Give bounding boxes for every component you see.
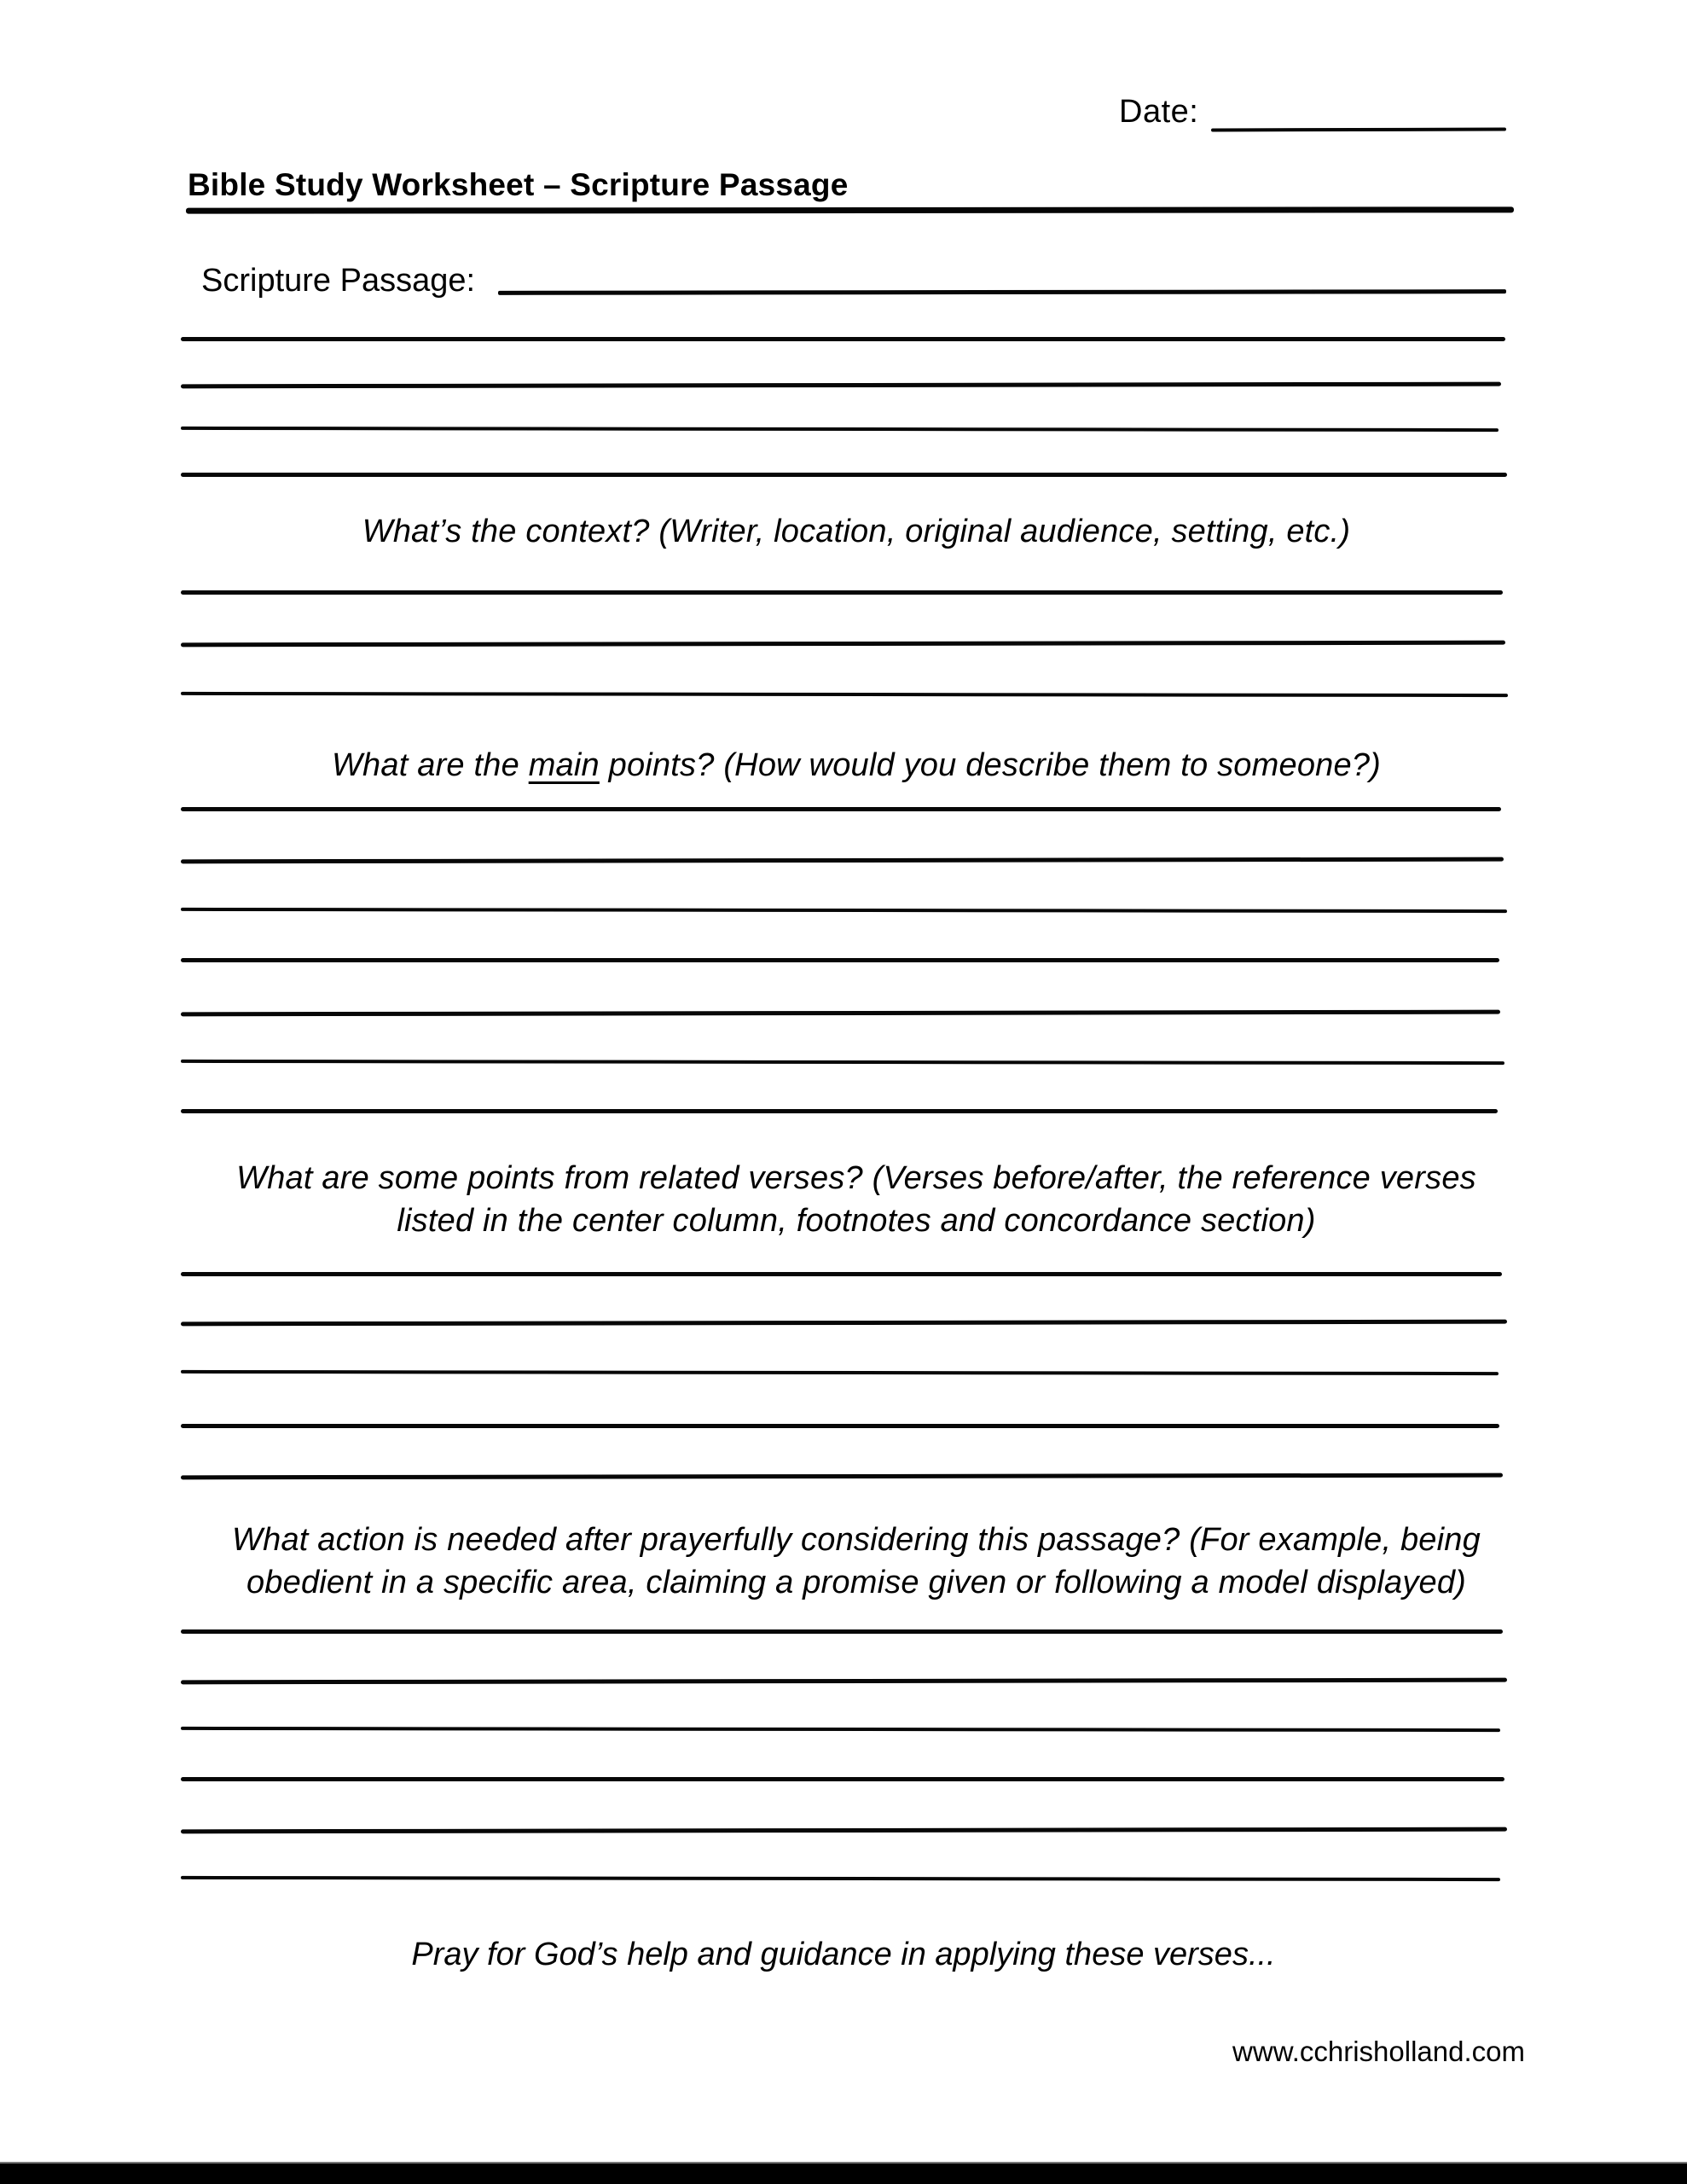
related-verses-heading-line1: What are some points from related verses? (Verses before/after, the reference verses	[236, 1160, 1476, 1196]
ruled-line	[181, 473, 1507, 477]
ruled-line	[181, 1320, 1507, 1327]
ruled-line	[181, 1678, 1507, 1685]
related-verses-heading-line2: listed in the center column, footnotes and concordance section)	[397, 1203, 1316, 1239]
ruled-line	[181, 382, 1501, 389]
ruled-line	[181, 1272, 1502, 1276]
ruled-line	[181, 1010, 1500, 1017]
ruled-line	[181, 1060, 1504, 1065]
ruled-line	[181, 427, 1499, 432]
ruled-line	[181, 1777, 1504, 1781]
title-rule	[186, 206, 1514, 213]
ruled-line	[181, 1370, 1499, 1375]
ruled-line	[181, 1827, 1507, 1834]
ruled-line	[181, 908, 1507, 913]
context-heading-text: What’s the context? (Writer, location, original audience, setting, etc.)	[362, 514, 1351, 549]
ruled-line	[181, 1424, 1499, 1428]
related-verses-section-heading	[26, 1157, 1687, 1242]
ruled-line	[181, 641, 1505, 648]
main-points-section-heading	[26, 744, 1687, 787]
ruled-line	[181, 1629, 1503, 1634]
scripture-passage-label: Scripture Passage:	[201, 263, 476, 299]
action-heading-line2: obedient in a specific area, claiming a promise given or following a model displayed)	[246, 1565, 1467, 1600]
footer-prayer-note: Pray for God’s help and guidance in applying these verses...	[411, 1937, 1276, 1972]
main-points-heading-prefix: What are the	[331, 747, 529, 783]
ruled-line	[181, 1109, 1498, 1113]
ruled-line	[181, 1473, 1503, 1480]
action-section-heading	[26, 1519, 1687, 1604]
date-blank-line	[1211, 128, 1506, 132]
ruled-line	[181, 1727, 1500, 1732]
main-points-heading-underlined-word: main	[528, 747, 600, 783]
ruled-line	[181, 958, 1499, 962]
ruled-line	[181, 590, 1503, 595]
main-points-heading-suffix: points? (How would you describe them to someone?)	[599, 747, 1382, 783]
ruled-line	[181, 337, 1505, 341]
website-url: www.cchrisholland.com	[1232, 2036, 1525, 2067]
action-heading-line1: What action is needed after prayerfully considering this passage? (For example, being	[232, 1522, 1481, 1558]
ruled-line	[181, 807, 1501, 811]
scan-bottom-bar	[0, 2162, 1687, 2184]
page-title: Bible Study Worksheet – Scripture Passage	[188, 167, 849, 202]
ruled-line	[181, 692, 1508, 697]
ruled-line	[181, 857, 1504, 864]
ruled-line	[181, 1876, 1500, 1881]
context-section-heading	[26, 510, 1687, 553]
scripture-passage-blank-line	[498, 289, 1506, 295]
date-label: Date:	[1119, 94, 1199, 130]
